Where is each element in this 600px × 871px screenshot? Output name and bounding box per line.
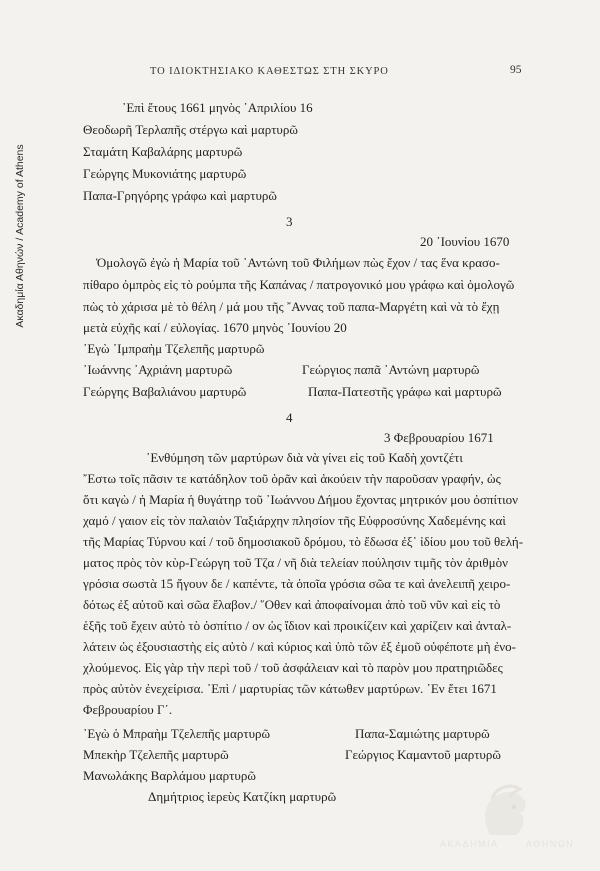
doc4-body-line: τῆς Μαρίας Τύρνου καί / τοῦ δημοσιακοῦ δρόμου, τὸ ἔδωσα ἐξ᾿ ἰδίου μου τοῦ θελή- [83, 534, 524, 549]
doc4-final-witness: Δημήτριος ἱερεὺς Κατζίκη μαρτυρῶ [148, 789, 337, 804]
doc3-date: 20 ᾿Ιουνίου 1670 [420, 234, 510, 249]
block1-witness: Θεοδωρῆ Τερλαπῆς στέργω καὶ μαρτυρῶ [83, 122, 298, 137]
doc3-body-line: Ὁμολογῶ ἐγὼ ἡ Μαρία τοῦ ᾿Αντώνη τοῦ Φιλήμων πὼς ἔχον / τας ἕνα κρασο- [96, 255, 500, 270]
doc3-witness-left: Γεώργης Βαβαλιάνου μαρτυρῶ [83, 384, 247, 399]
doc4-body-line: ὅτι καγὼ / ἡ Μαρία ἡ θυγάτηρ τοῦ ᾿Ιωάννου Δήμου ἔχοντας μητρικόν μου ὀσπίτιον [83, 492, 519, 507]
doc4-body-line: ματος πρὸς τὸν κὺρ-Γεώργη τοῦ Τζα / νῆ διὰ τελείαν πούλησιν τιμῆς τὸν ἀριθμὸν [83, 555, 508, 570]
running-head: ΤΟ ΙΔΙΟΚΤΗΣΙΑΚΟ ΚΑΘΕΣΤΩΣ ΣΤΗ ΣΚΥΡΟ [150, 66, 389, 77]
block1-witness: Σταμάτη Καβαλάρης μαρτυρῶ [83, 144, 243, 159]
doc4-body-line: πρὸς αὐτὸν ἐνεχείρισα. ᾿Επὶ / μαρτυρίας τῶν κάτωθεν μαρτύρων. ᾿Εν ἔτει 1671 [83, 681, 497, 696]
doc3-body-line: μετὰ εὐχῆς καί / εὐλογίας. 1670 μηνὸς ᾿Ιουνίου 20 [83, 320, 347, 335]
athena-head-icon [470, 783, 540, 839]
doc4-body-line: δότως ἐξ αὐτοῦ καὶ σῶα ἔλαβον./ ῞Οθεν καὶ ἀποφαίνομαι ἀπὸ τοῦ νῦν καὶ εἰς τὸ [83, 597, 501, 612]
doc4-body-line: Φεβρουαρίου Γ΄. [83, 702, 173, 717]
document-number-4: 4 [286, 410, 293, 425]
watermark-text-left: ΑΚΑΔΗΜΙΑ [440, 839, 499, 849]
doc4-witness-right: Γεώργιος Καμαντοῦ μαρτυρῶ [345, 747, 501, 762]
doc3-body-line: πίθαρο ὀμπρὸς εἰς τὸ ρούμπα τῆς Καπάνας / πατρογονικό μου γράφω καὶ ὁμολογῶ [83, 277, 515, 292]
page-number: 95 [510, 64, 522, 76]
doc4-body-line: χλούμενος. Εἰς γὰρ τὴν περὶ τοῦ / τοῦ ἀσφάλειαν καὶ τὸ παρὸν μου πρατηριῶδες [83, 660, 503, 675]
block1-witness: Γεώργης Μυκονιάτης μαρτυρῶ [83, 166, 247, 181]
watermark-text-right: ΑΘΗΝΩΝ [526, 839, 575, 849]
doc4-body-line: λάτειν ὡς ἐξουσιαστὴς εἰς αὐτὸ / καὶ κύριος καὶ ὑπὸ τῶν ἐξ ἐμοῦ οὐφέποτε μὴ ἐνο- [83, 639, 516, 654]
sidebar-credit: Ακαδημία Αθηνών / Academy of Athens [14, 144, 26, 328]
doc4-witness-left: Μανωλάκης Βαρλάμου μαρτυρῶ [83, 768, 256, 783]
doc3-witness-left: ᾿Ιωάννης ᾿Αχριάνη μαρτυρῶ [83, 362, 233, 377]
doc3-witness-right: Γεώργιος παπᾶ ᾿Αντώνη μαρτυρῶ [302, 362, 480, 377]
doc3-witness-right: Παπα-Πατεστῆς γράφω καὶ μαρτυρῶ [308, 384, 502, 399]
academy-watermark [440, 783, 580, 867]
doc4-date: 3 Φεβρουαρίου 1671 [384, 430, 494, 445]
block1-witness: Παπα-Γρηγόρης γράφω καὶ μαρτυρῶ [83, 188, 277, 203]
doc4-body-line: χαμό / γαιον εἰς τὸν παλαιὸν Ταξιάρχην πλησίον τῆς Εὐφροσύνης Χαδεμένης καὶ [83, 513, 506, 528]
doc3-body-line: πὼς τὸ χάρισα μὲ τὸ θέλη / μά μου τῆς ῎Αννας τοῦ παπα-Μαργέτη καὶ νὰ τὸ ἔχῃ [83, 299, 500, 314]
doc4-witness-left: Μπεκὴρ Τζελεπῆς μαρτυρῶ [83, 747, 229, 762]
doc4-body-line: ᾿Ενθύμηση τῶν μαρτύρων διὰ νὰ γίνει εἰς τοῦ Καδὴ χοντζέτι [146, 450, 463, 465]
doc4-body-line: ἑξῆς τοῦ ἔχειν αὐτὸ τὸ ὀσπίτιο / ον ὡς ἴδιον καὶ προικίζειν καὶ χαρίζειν καὶ ἀνταλ- [83, 618, 512, 633]
doc3-body-line: ᾿Εγὼ ῾Ιμπραὴμ Τζελεπῆς μαρτυρῶ [83, 341, 265, 356]
doc4-witness-right: Παπα-Σαμιώτης μαρτυρῶ [355, 726, 490, 741]
doc4-body-line: ῎Εστω τοῖς πᾶσιν τε κατάδηλον τοῦ ὁρᾶν καὶ ἀκούειν τὴν παροῦσαν γραφήν, ὡς [83, 471, 501, 486]
document-number-3: 3 [286, 214, 293, 229]
doc4-body-line: γρόσια σωστὰ 15 ἤγουν δε / καπέντε, τὰ ὁποῖα γρόσια σῶα τε καὶ ἀνελειπῆ χειρο- [83, 576, 511, 591]
doc4-witness-left: ᾿Εγὼ ὁ Μπραὴμ Τζελεπῆς μαρτυρῶ [83, 726, 271, 741]
block1-date-line: ᾿Επὶ ἔτους 1661 μηνὸς ᾿Απριλίου 16 [122, 100, 313, 115]
